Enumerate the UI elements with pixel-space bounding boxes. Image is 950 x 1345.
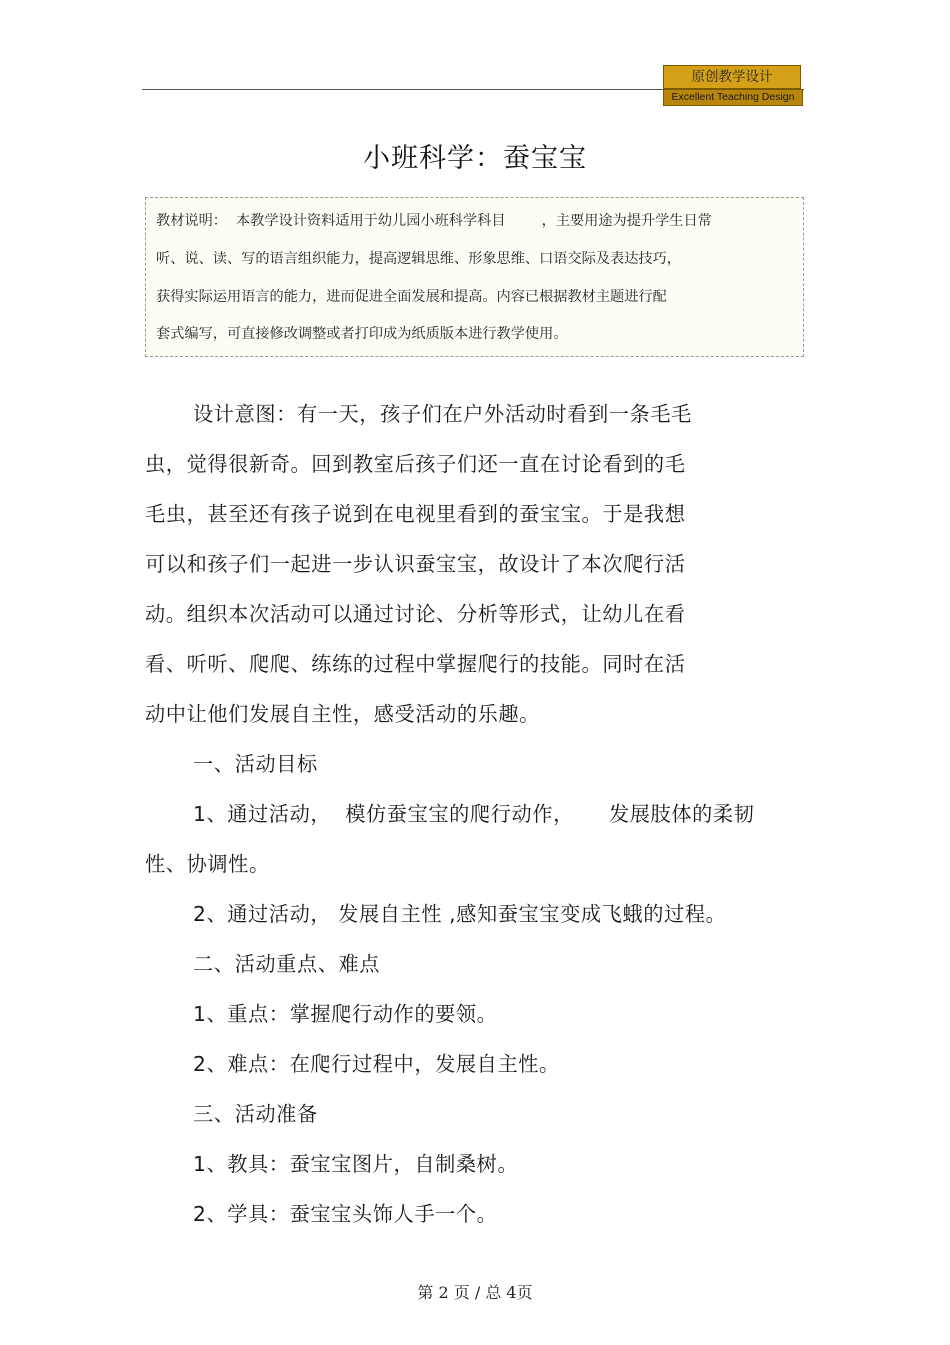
list-item: 2、难点：在爬行过程中，发展自主性。 [193,1052,560,1076]
paragraph-line: 设计意图：有一天，孩子们在户外活动时看到一条毛毛 [193,402,692,426]
list-item-continuation: 性、协调性。 [145,852,270,876]
paragraph-line: 动中让他们发展自主性，感受活动的乐趣。 [145,702,540,726]
header-badge-en: Excellent Teaching Design [663,89,803,106]
intro-line: 套式编写，可直接修改调整或者打印成为纸质版本进行教学使用。 [156,326,568,342]
intro-line: 教材说明： 本教学设计资料适用于幼儿园小班科学科目 ，主要用途为提升学生日常 [156,213,712,229]
page-title: 小班科学：蚕宝宝 [363,143,587,174]
list-item: 2、通过活动， 发展自主性 ,感知蚕宝宝变成飞蛾的过程。 [193,902,727,926]
paragraph-line: 虫，觉得很新奇。回到教室后孩子们还一直在讨论看到的毛 [145,452,686,476]
section-heading: 一、活动目标 [193,752,318,776]
paragraph-line: 毛虫，甚至还有孩子说到在电视里看到的蚕宝宝。于是我想 [145,502,686,526]
paragraph-line: 动。组织本次活动可以通过讨论、分析等形式，让幼儿在看 [145,602,686,626]
list-item: 1、通过活动， 模仿蚕宝宝的爬行动作， 发展肢体的柔韧 [193,802,755,826]
list-item: 1、重点：掌握爬行动作的要领。 [193,1002,498,1026]
section-heading: 三、活动准备 [193,1102,318,1126]
intro-box [145,197,804,357]
page-number: 第 2 页 / 总 4页 [417,1283,533,1302]
header-badge-cn: 原创教学设计 [663,65,801,89]
intro-line: 获得实际运用语言的能力，进而促进全面发展和提高。内容已根据教材主题进行配 [156,289,667,305]
paragraph-line: 看、听听、爬爬、练练的过程中掌握爬行的技能。同时在活 [145,652,686,676]
paragraph-line: 可以和孩子们一起进一步认识蚕宝宝，故设计了本次爬行活 [145,552,686,576]
intro-line: 听、说、读、写的语言组织能力，提高逻辑思维、形象思维、口语交际及表达技巧， [156,251,681,267]
list-item: 1、教具：蚕宝宝图片，自制桑树。 [193,1152,519,1176]
section-heading: 二、活动重点、难点 [193,952,381,976]
list-item: 2、学具：蚕宝宝头饰人手一个。 [193,1202,498,1226]
